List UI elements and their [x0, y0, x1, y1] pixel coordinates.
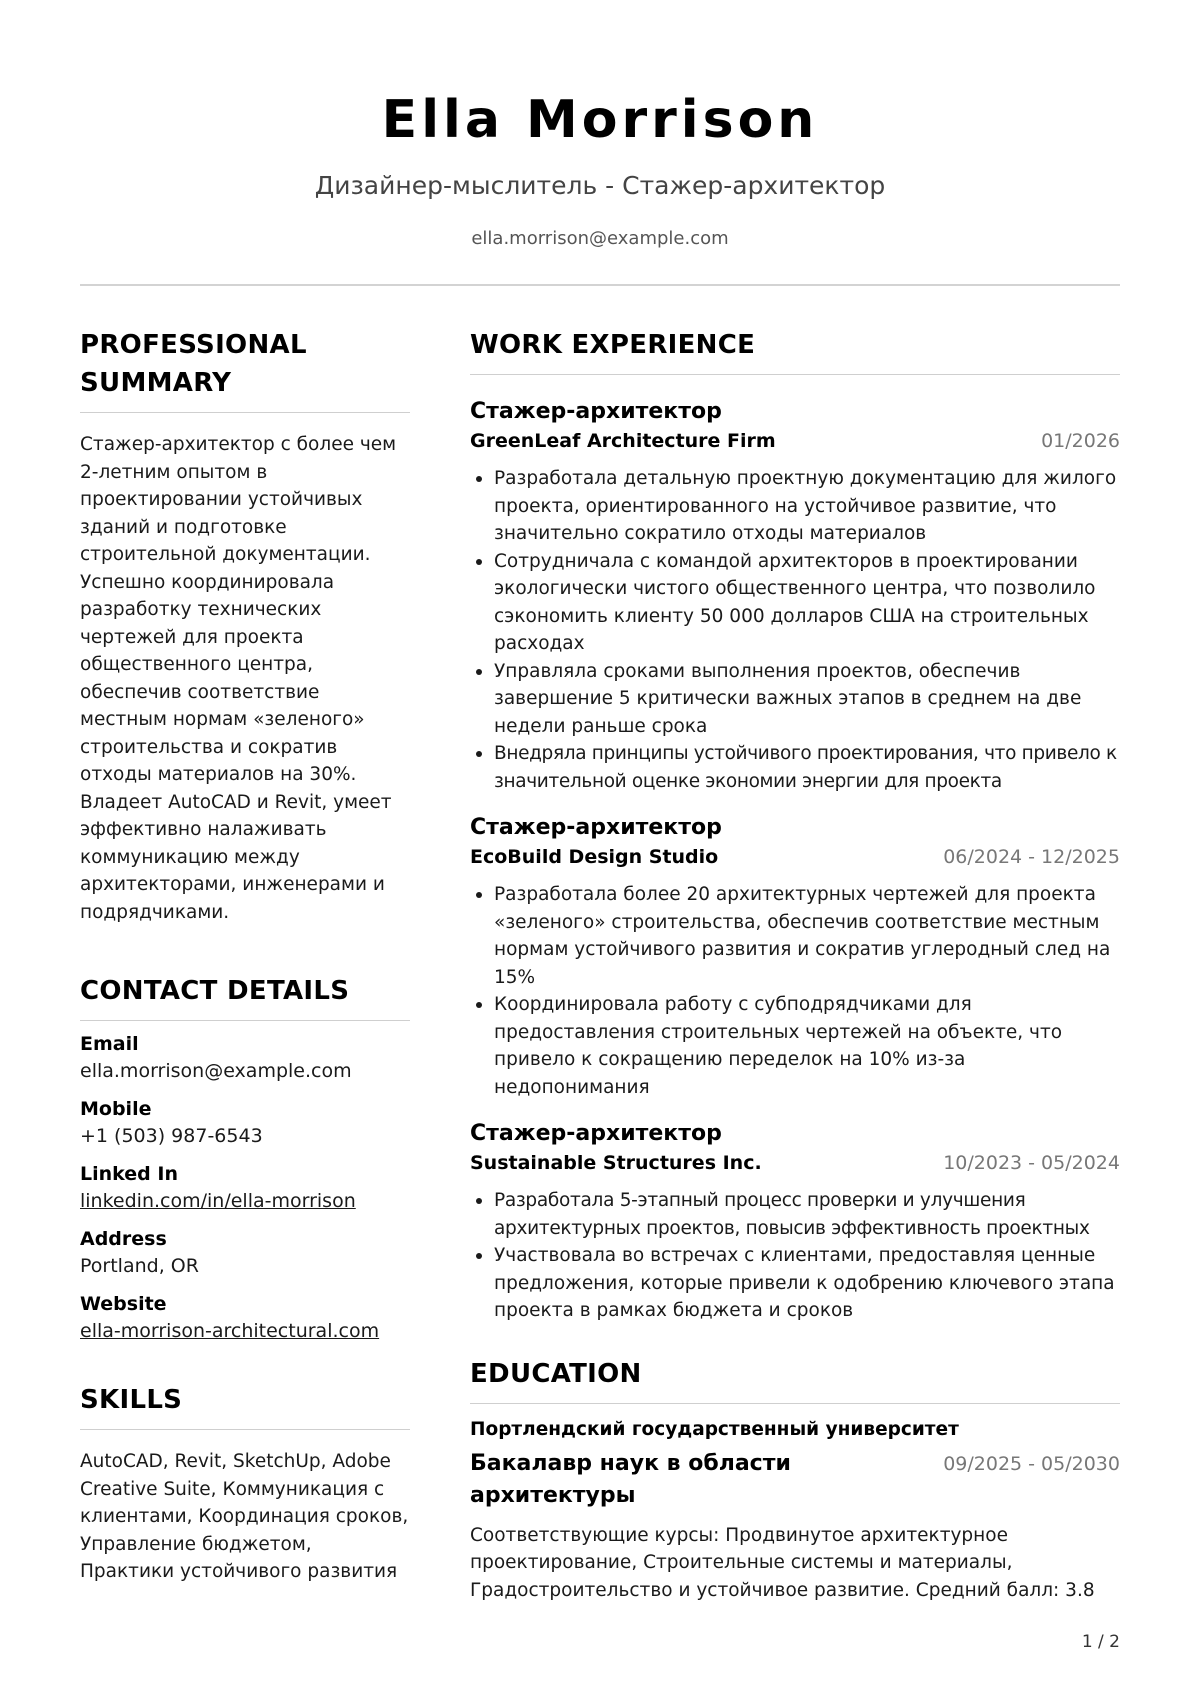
- contact-label-linkedin: Linked In: [80, 1163, 178, 1185]
- work-experience-section: [470, 326, 1120, 1325]
- candidate-title: Дизайнер-мыслитель - Стажер-архитектор: [314, 171, 886, 200]
- bullet-item: Разработала более 20 архитектурных чертежей для проекта «зеленого» строительства, обеспечив соответствие местным нормам устойчивого развития и сократив углеродный след на 15%: [470, 881, 1120, 991]
- section-divider: [470, 374, 1120, 375]
- education-section: [470, 1355, 1120, 1605]
- job-bullets: [470, 881, 1120, 1101]
- bullet-item: Разработала 5-этапный процесс проверки и улучшения архитектурных проектов, повысив эффективность проектных: [470, 1187, 1120, 1242]
- work-heading: WORK EXPERIENCE: [470, 330, 756, 360]
- education-details: Соответствующие курсы: Продвинутое архитектурное проектирование, Строительные системы и материалы, Градостроительство и устойчивое развитие. Средний балл: 3.8: [470, 1524, 1095, 1601]
- job-title: Стажер-архитектор: [470, 399, 722, 424]
- contact-linkedin-link[interactable]: linkedin.com/in/ella-morrison: [80, 1190, 356, 1212]
- job-dates: 06/2024 - 12/2025: [943, 846, 1120, 868]
- contact-website-link[interactable]: ella-morrison-architectural.com: [80, 1320, 380, 1342]
- job-company: EcoBuild Design Studio: [470, 846, 719, 868]
- job-title: Стажер-архитектор: [470, 1121, 722, 1146]
- contact-email[interactable]: ella.morrison@example.com: [80, 1060, 352, 1082]
- section-divider: [80, 1020, 410, 1021]
- contact-heading: CONTACT DETAILS: [80, 976, 350, 1006]
- bullet-item: Разработала детальную проектную документацию для жилого проекта, ориентированного на устойчивое развитие, что значительно сократило отходы материалов: [470, 465, 1120, 548]
- education-degree: Бакалавр наук в области архитектуры: [470, 1450, 791, 1508]
- skills-section: [80, 1381, 410, 1586]
- contact-details-section: [80, 972, 410, 1345]
- right-column: [470, 326, 1120, 1604]
- candidate-name: Ella Morrison: [381, 90, 819, 150]
- contact-mobile[interactable]: +1 (503) 987-6543: [80, 1125, 263, 1147]
- section-divider: [80, 1429, 410, 1430]
- job-title: Стажер-архитектор: [470, 815, 722, 840]
- education-heading: EDUCATION: [470, 1358, 642, 1389]
- left-column: [80, 326, 410, 1586]
- summary-text: Стажер-архитектор с более чем 2-летним опытом в проектировании устойчивых зданий и подготовке строительной документации. Успешно координировала разработку технических чертежей для проекта общественного центра, обеспечив соответствие местным нормам «зеленого» строительства и сократив отходы материалов на 30%. Владеет AutoCAD и Revit, умеет эффективно налаживать коммуникацию между архитекторами, инженерами и подрядчиками.: [80, 434, 397, 923]
- job-bullets: [470, 465, 1120, 795]
- contact-label-website: Website: [80, 1293, 167, 1315]
- header-divider: [80, 284, 1120, 286]
- skills-heading: SKILLS: [80, 1385, 183, 1415]
- section-divider: [470, 1403, 1120, 1404]
- contact-label-address: Address: [80, 1228, 167, 1250]
- job-dates: 10/2023 - 05/2024: [943, 1152, 1120, 1174]
- job-company: GreenLeaf Architecture Firm: [470, 430, 776, 452]
- contact-label-email: Email: [80, 1033, 139, 1055]
- contact-address: Portland, OR: [80, 1255, 199, 1277]
- job-entry: [470, 397, 1120, 795]
- bullet-item: Координировала работу с субподрядчиками для предоставления строительных чертежей на объекте, что привело к сокращению переделок на 10% из-за недопонимания: [470, 991, 1120, 1101]
- contact-label-mobile: Mobile: [80, 1098, 152, 1120]
- job-entry: [470, 1119, 1120, 1325]
- education-school: Портлендский государственный университет: [470, 1418, 959, 1440]
- job-company: Sustainable Structures Inc.: [470, 1152, 762, 1174]
- education-dates: 09/2025 - 05/2030: [943, 1452, 1120, 1475]
- job-dates: 01/2026: [1041, 430, 1120, 452]
- bullet-item: Управляла сроками выполнения проектов, обеспечив завершение 5 критически важных этапов в среднем на две недели раньше срока: [470, 658, 1120, 741]
- job-entry: [470, 813, 1120, 1101]
- summary-heading: PROFESSIONAL SUMMARY: [80, 330, 307, 398]
- bullet-item: Сотрудничала с командой архитекторов в проектировании экологически чистого общественного центра, что позволило сэкономить клиенту 50 000 долларов США на строительных расходах: [470, 548, 1120, 658]
- header-email[interactable]: ella.morrison@example.com: [471, 228, 729, 249]
- skills-text: AutoCAD, Revit, SketchUp, Adobe Creative Suite, Коммуникация с клиентами, Координация сроков, Управление бюджетом, Практики устойчивого развития: [80, 1451, 409, 1582]
- bullet-item: Участвовала во встречах с клиентами, предоставляя ценные предложения, которые привели к одобрению ключевого этапа проекта в рамках бюджета и сроков: [470, 1242, 1120, 1325]
- bullet-item: Внедряла принципы устойчивого проектирования, что привело к значительной оценке экономии энергии для проекта: [470, 740, 1120, 795]
- professional-summary-section: [80, 326, 410, 926]
- job-bullets: [470, 1187, 1120, 1325]
- section-divider: [80, 412, 410, 413]
- page-number: 1 / 2: [1081, 1632, 1120, 1652]
